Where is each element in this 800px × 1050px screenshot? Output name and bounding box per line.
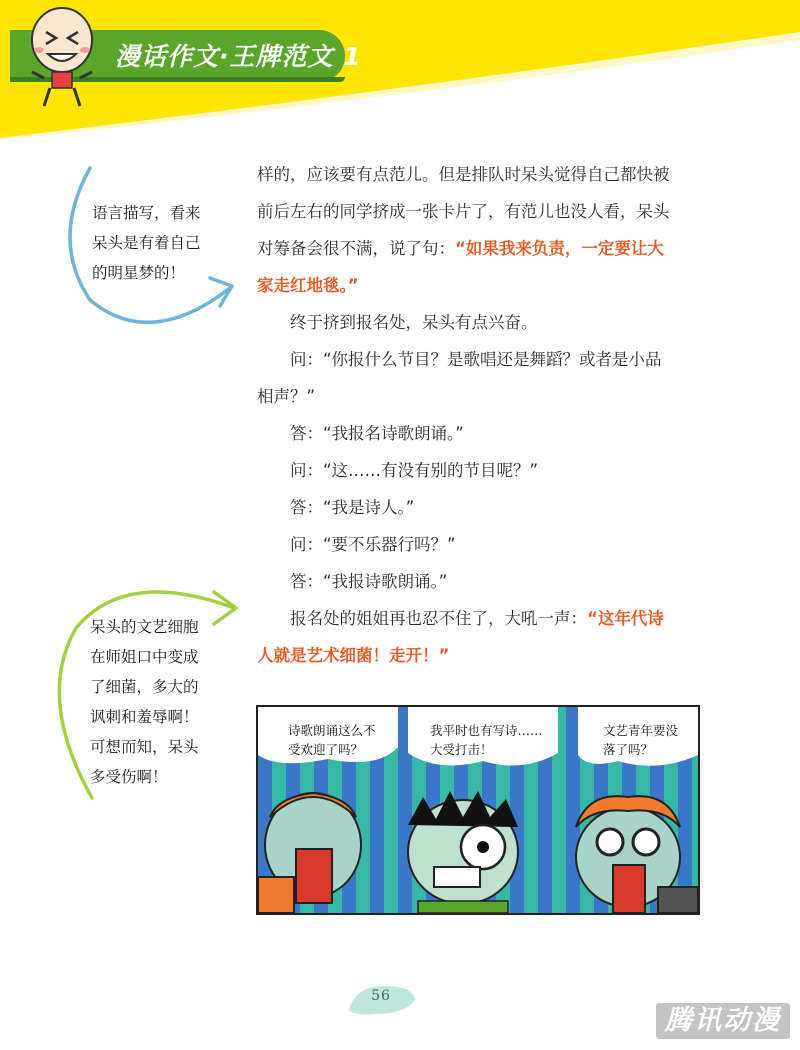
highlighted-quote: “这年代诗 [587, 609, 664, 628]
paragraph-continuation [257, 637, 707, 674]
note-line: 呆头是有着自己 [92, 234, 201, 252]
note-line: 呆头的文艺细胞 [90, 618, 199, 636]
dialogue-line: 答：“我报名诗歌朗诵。” [290, 424, 464, 443]
paragraph: 终于挤到报名处，呆头有点兴奋。 [290, 313, 538, 332]
bubble-line: 我平时也有写诗…… [430, 723, 543, 738]
note-line: 在师姐口中变成 [90, 648, 199, 666]
bubble-line: 文艺青年要没 [603, 723, 679, 738]
paragraph [257, 341, 707, 378]
side-note-2 [90, 612, 215, 792]
text-line: 样的，应该要有点范儿。但是排队时呆头觉得自己都快被 [257, 165, 670, 184]
speech-bubble-2 [430, 721, 545, 759]
dialogue-line: 答：“我是诗人。” [290, 498, 415, 517]
highlighted-quote: 家走红地毯。” [257, 276, 359, 295]
mascot-illustration [22, 2, 102, 112]
comic-panel [256, 705, 700, 915]
body-text [257, 156, 707, 674]
text-line: 报名处的姐姐再也忍不住了，大吼一声： [290, 609, 587, 628]
note-line: 讽刺和羞辱啊！ [90, 708, 199, 726]
text-line: 前后左右的同学挤成一张卡片了，有范儿也没人看，呆头 [257, 202, 670, 221]
paragraph [257, 156, 707, 304]
bubble-line: 受欢迎了吗？ [288, 742, 364, 757]
dialogue-line: 答：“我报诗歌朗诵。” [290, 572, 448, 591]
text-line: 对筹备会很不满，说了句： [257, 239, 455, 258]
paragraph [257, 600, 707, 637]
dialogue-line: 问：“要不乐器行吗？” [290, 535, 456, 554]
page-number: 56 [371, 988, 391, 1004]
bubble-line: 大受打击！ [430, 742, 493, 757]
text-line: 问：“你报什么节目？是歌唱还是舞蹈？或者是小品 [290, 350, 662, 369]
side-note-1 [92, 198, 202, 288]
highlighted-quote: 人就是艺术细菌！走开！” [257, 646, 450, 665]
dialogue-line: 问：“这……有没有别的节目呢？” [290, 461, 539, 480]
note-line: 语言描写，看来 [92, 204, 201, 222]
series-title: 漫话作文·王牌范文 1 [115, 42, 362, 71]
note-line: 多受伤啊！ [90, 768, 168, 786]
note-line: 了细菌，多大的 [90, 678, 199, 696]
highlighted-quote: “如果我来负责，一定要让大 [455, 239, 664, 258]
paragraph-continuation: 相声？” [257, 387, 316, 406]
note-line: 可想而知，呆头 [90, 738, 199, 756]
watermark-logo: 腾讯动漫 [656, 1003, 790, 1039]
page-number-badge [345, 980, 417, 1018]
note-line: 的明星梦的！ [92, 264, 186, 282]
bubble-line: 诗歌朗诵这么不 [288, 723, 376, 738]
bubble-line: 落了吗？ [603, 742, 654, 757]
speech-bubble-1 [288, 721, 384, 759]
speech-bubble-3 [603, 721, 693, 759]
